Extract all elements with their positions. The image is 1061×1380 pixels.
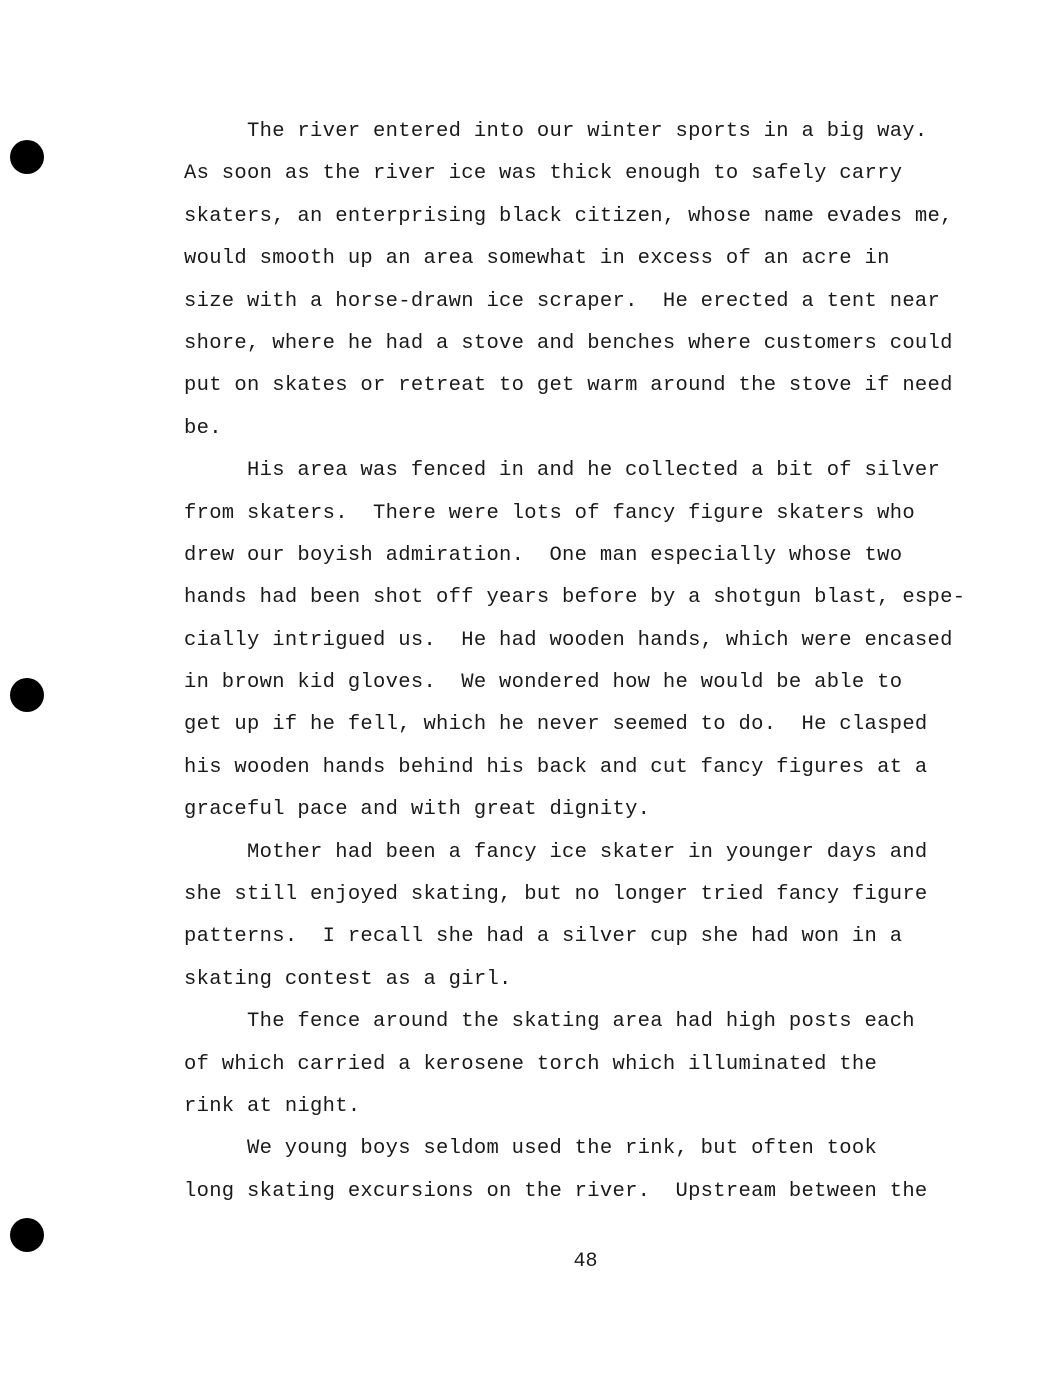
text-line: shore, where he had a stove and benches where customers could [184,331,953,355]
text-line: skating contest as a girl. [184,967,512,991]
text-line: put on skates or retreat to get warm around the stove if need [184,374,953,398]
text-line: his wooden hands behind his back and cut fancy figures at a [184,755,928,779]
text-line: long skating excursions on the river. Upstream between the [184,1179,928,1203]
text-line: from skaters. There were lots of fancy figure skaters who [184,501,915,525]
text-line: Mother had been a fancy ice skater in younger days and [247,840,928,864]
text-line: graceful pace and with great dignity. [184,798,651,822]
text-line: As soon as the river ice was thick enough to safely carry [184,162,903,186]
text-line: would smooth up an area somewhat in excess of an acre in [184,247,890,271]
text-line: cially intrigued us. He had wooden hands, which were encased [184,628,953,652]
page-number: 48 [573,1250,598,1273]
punch-hole-top [10,140,44,174]
text-line: patterns. I recall she had a silver cup she had won in a [184,925,903,949]
text-line: be. [184,416,222,440]
punch-hole-bottom [10,1218,44,1252]
text-line: she still enjoyed skating, but no longer tried fancy figure [184,883,928,907]
text-line: hands had been shot off years before by a shotgun blast, espe- [184,586,966,610]
text-line: of which carried a kerosene torch which illuminated the [184,1052,878,1076]
text-line: rink at night. [184,1094,361,1118]
body-text [184,111,984,1213]
punch-hole-middle [10,678,44,712]
text-line: skaters, an enterprising black citizen, whose name evades me, [184,204,953,228]
text-line: get up if he fell, which he never seemed to do. He clasped [184,713,928,737]
text-line: The river entered into our winter sports in a big way. [247,120,928,143]
text-line: His area was fenced in and he collected a bit of silver [247,459,941,483]
text-line: in brown kid gloves. We wondered how he would be able to [184,671,903,695]
text-line: We young boys seldom used the rink, but often took [247,1137,878,1161]
text-line: The fence around the skating area had high posts each [247,1010,915,1034]
text-line: size with a horse-drawn ice scraper. He erected a tent near [184,289,941,313]
text-line: drew our boyish admiration. One man especially whose two [184,543,903,567]
